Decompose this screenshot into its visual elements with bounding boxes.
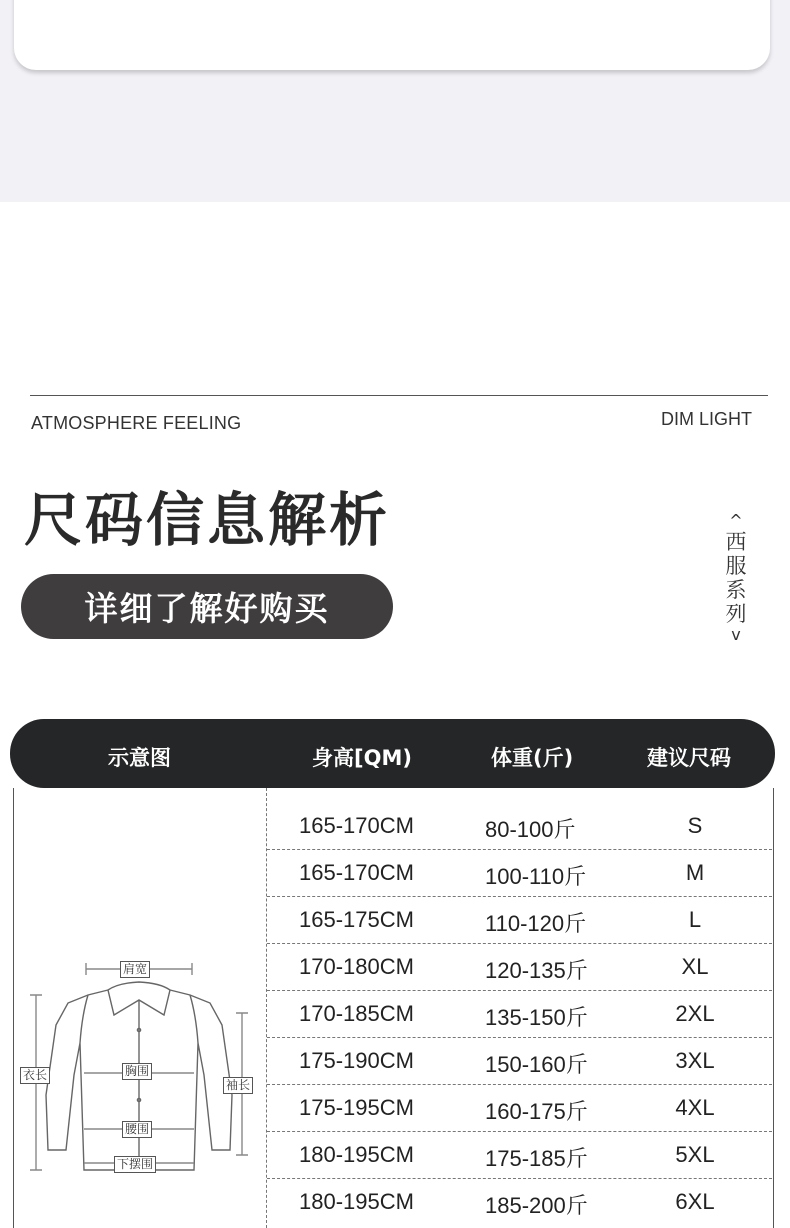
series-char: 列 [725,602,747,626]
atmosphere-tag: ATMOSPHERE FEELING [31,413,242,433]
column-header-weight: 体重(斤) [491,746,574,770]
height-cell: 165-170CM [299,813,414,838]
weight-cell: 120-135斤 [485,958,588,983]
weight-cell: 110-120斤 [485,911,587,936]
size-table-header [10,719,775,788]
height-cell: 175-190CM [299,1048,414,1073]
detail-button[interactable]: 详细了解好购买 [21,574,393,639]
page-title: 尺码信息解析 [24,486,391,554]
table-row [267,943,772,991]
height-cell: 180-195CM [299,1189,414,1214]
size-cell: 3XL [675,1048,715,1073]
chevron-up-icon: ^ [729,511,743,530]
height-cell: 175-195CM [299,1095,414,1120]
table-row [267,1178,772,1225]
weight-cell: 135-150斤 [485,1005,588,1030]
table-row [267,849,772,897]
weight-cell: 185-200斤 [485,1193,588,1218]
series-char: 西 [725,530,747,554]
size-cell: 4XL [675,1095,715,1120]
size-cell: 2XL [675,1001,715,1026]
chest-label: 胸围 [122,1063,152,1080]
chevron-down-icon: v [731,625,741,644]
series-char: 服 [725,554,747,578]
series-char: 系 [725,578,747,602]
weight-cell: 100-110斤 [485,864,587,889]
table-row [267,896,772,944]
sleeve-label: 袖长 [223,1077,253,1094]
length-label: 衣长 [20,1067,50,1084]
table-row [267,1037,772,1085]
size-cell: M [685,860,705,885]
previous-section-card [14,0,770,70]
height-cell: 180-195CM [299,1142,414,1167]
height-cell: 170-185CM [299,1001,414,1026]
column-header-size: 建议尺码 [647,746,731,770]
size-cell: 6XL [675,1189,715,1214]
table-row [267,1131,772,1179]
table-row [267,990,772,1038]
weight-cell: 175-185斤 [485,1146,588,1171]
hem-label: 下摆围 [114,1156,156,1173]
series-vertical-label [722,512,750,644]
weight-cell: 150-160斤 [485,1052,588,1077]
weight-cell: 80-100斤 [485,817,576,842]
waist-label: 腰围 [122,1121,152,1138]
section-divider [30,395,768,396]
size-cell: S [687,813,703,838]
height-cell: 170-180CM [299,954,414,979]
shoulder-label: 肩宽 [120,961,150,978]
size-cell: XL [681,954,709,979]
column-header-diagram: 示意图 [108,746,171,770]
height-cell: 165-175CM [299,907,414,932]
table-row [267,802,772,850]
height-cell: 165-170CM [299,860,414,885]
size-cell: 5XL [675,1142,715,1167]
size-cell: L [688,907,702,932]
table-row [267,1084,772,1132]
shirt-measurement-diagram [18,955,260,1175]
dim-light-tag: DIM LIGHT [660,409,752,429]
weight-cell: 160-175斤 [485,1099,588,1124]
column-header-height: 身高[QM) [312,746,412,770]
